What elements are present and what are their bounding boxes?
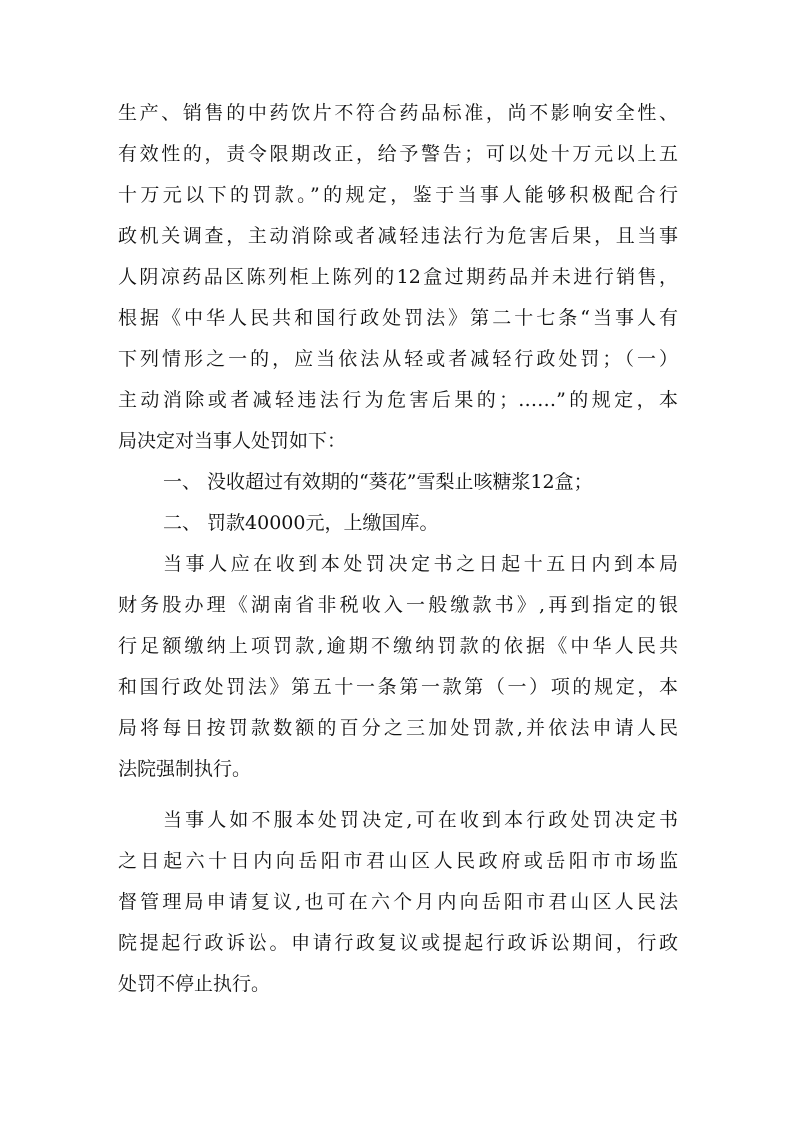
text-line: 生产、销售的中药饮片不符合药品标准，尚不影响安全性、 [118,102,678,124]
text-line: 财务股办理《湖南省非税收入一般缴款书》,再到指定的银 [118,594,678,616]
text-line: 下列情形之一的，应当依法从轻或者减轻行政处罚；（一） [118,348,678,370]
text-line: 根据《中华人民共和国行政处罚法》第二十七条“当事人有 [118,307,678,329]
text-line: 局将每日按罚款数额的百分之三加处罚款,并依法申请人民 [118,717,678,739]
text-line: 法院强制执行。 [118,758,252,780]
penalty-item-fine: 二、 罚款40000元，上缴国库。 [163,512,439,534]
text-line: 之日起六十日内向岳阳市君山区人民政府或岳阳市市场监 [118,850,678,872]
text-line: 处罚不停止执行。 [118,973,271,995]
text-line: 局决定对当事人处罚如下： [118,430,347,452]
text-line: 人阴凉药品区陈列柜上陈列的12盒过期药品并未进行销售， [118,266,678,288]
text-line: 政机关调查，主动消除或者减轻违法行为危害后果，且当事 [118,225,678,247]
document-body [118,93,678,1005]
paragraph-spacer [118,790,678,800]
text-line: 当事人应在收到本处罚决定书之日起十五日内到本局 [163,553,678,575]
penalty-item-confiscation: 一、 没收超过有效期的“葵花”雪梨止咳糖浆12盒； [163,471,593,493]
penalty-list [118,462,678,544]
paragraph-appeal [118,800,678,1005]
text-line: 督管理局申请复议,也可在六个月内向岳阳市君山区人民法 [118,891,678,913]
text-line: 行足额缴纳上项罚款,逾期不缴纳罚款的依据《中华人民共 [118,635,678,657]
text-line: 主动消除或者减轻违法行为危害后果的；……”的规定，本 [118,389,678,411]
text-line: 十万元以下的罚款。”的规定，鉴于当事人能够积极配合行 [118,184,678,206]
text-line: 院提起行政诉讼。申请行政复议或提起行政诉讼期间，行政 [118,932,678,954]
text-line: 当事人如不服本处罚决定,可在收到本行政处罚决定书 [163,809,678,831]
text-line: 和国行政处罚法》第五十一条第一款第（一）项的规定，本 [118,676,678,698]
paragraph-payment [118,544,678,790]
text-line: 有效性的，责令限期改正，给予警告；可以处十万元以上五 [118,143,678,165]
paragraph-legal-basis [118,93,678,462]
